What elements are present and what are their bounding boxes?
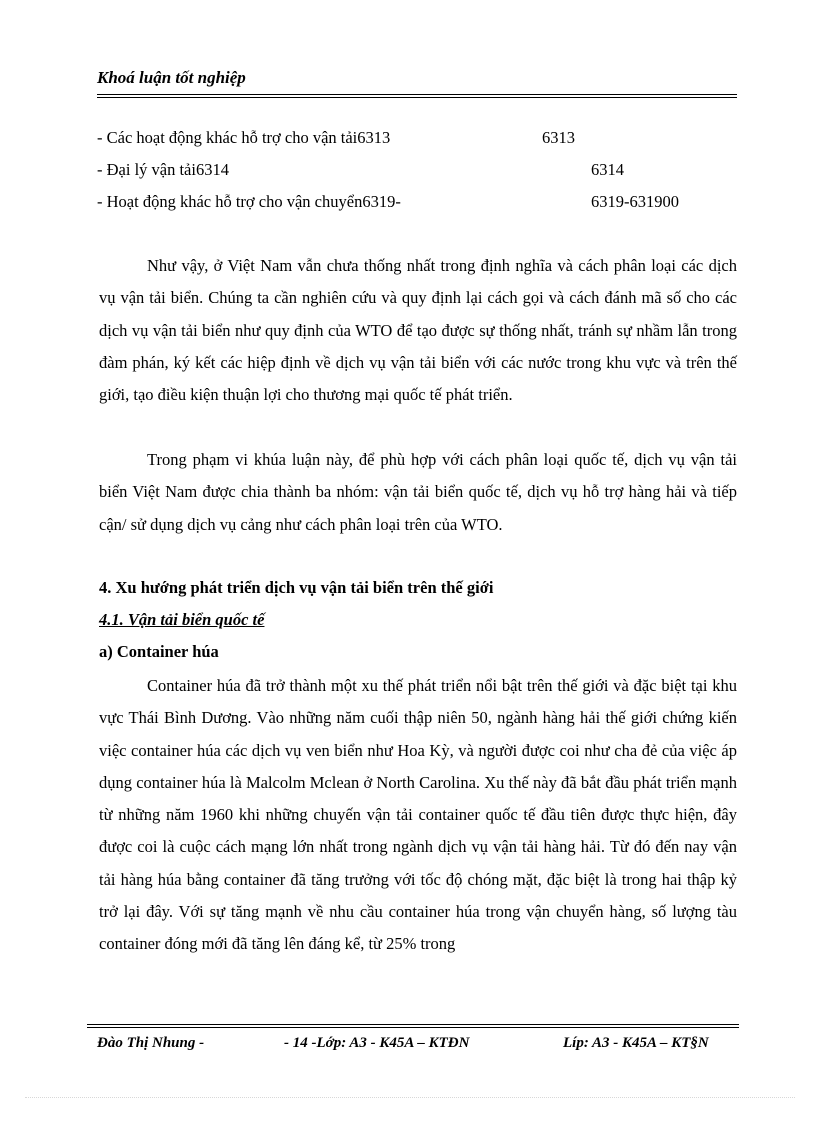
- subsection-heading-4-1: 4.1. Vận tải biển quốc tế: [99, 610, 265, 629]
- page-bottom-dotted-line: [25, 1097, 795, 1098]
- code-row: [97, 128, 737, 152]
- code-row: [97, 192, 737, 216]
- code-row-code: 6313: [542, 128, 575, 147]
- paragraph-scope: Trong phạm vi khúa luận này, để phù hợp với cách phân loại quốc tế, dịch vụ vận tải biển Việt Nam được chia thành ba nhóm: vận tải biển quốc tế, dịch vụ hỗ trợ hàng hải và tiếp cận/ sử dụng dịch vụ cảng như cách phân loại trên của WTO.: [99, 450, 737, 534]
- header-rule-bottom: [97, 97, 737, 98]
- code-row: [97, 160, 737, 184]
- code-row-label: - Đại lý vận tải6314: [97, 160, 229, 179]
- footer-author: Đào Thị Nhung -: [97, 1035, 205, 1051]
- footer-class-right: Líp: A3 - K45A – KT§N: [563, 1035, 709, 1051]
- paragraph-classification-summary: Như vậy, ở Việt Nam vẫn chưa thống nhất trong định nghĩa và cách phân loại các dịch vụ vận tải biển. Chúng ta cần nghiên cứu và quy định lại cách gọi và cách đánh mã số cho các dịch vụ vận tải biển như quy định của WTO để tạo được sự thống nhất, tránh sự nhầm lẫn trong đàm phán, ký kết các hiệp định về dịch vụ vận tải biển với các nước trong khu vực và trên thế giới, tạo điều kiện thuận lợi cho thương mại quốc tế phát triển.: [99, 256, 737, 405]
- item-heading-a: a) Container húa: [99, 642, 219, 661]
- footer-rule-top: [87, 1024, 739, 1025]
- paragraph-containerization: Container húa đã trở thành một xu thế phát triển nổi bật trên thế giới và đặc biệt tại khu vực Thái Bình Dương. Vào những năm cuối thập niên 50, ngành hàng hải thế giới chứng kiến việc container húa các dịch vụ ven biển như Hoa Kỳ, và người được coi như cha đẻ của việc áp dụng container húa là Malcolm Mclean ở North Carolina. Xu thế này đã bắt đầu phát triển mạnh từ những năm 1960 khi những chuyến vận tải container quốc tế đầu tiên được thực hiện, đây được coi là cuộc cách mạng lớn nhất trong ngành dịch vụ vận tải hàng hải. Từ đó đến nay vận tải hàng húa bằng container đã tăng trưởng với tốc độ chóng mặt, đặc biệt là trong hai thập kỷ trở lại đây. Với sự tăng mạnh về nhu cầu container húa trong vận chuyển hàng, số lượng tàu container đóng mới đã tăng lên đáng kể, từ 25% trong: [99, 676, 737, 954]
- code-row-label: - Hoạt động khác hỗ trợ cho vận chuyển6319-: [97, 192, 401, 211]
- footer-page-class: - 14 -Lớp: A3 - K45A – KTĐN: [284, 1035, 470, 1051]
- code-row-label: - Các hoạt động khác hỗ trợ cho vận tải6313: [97, 128, 391, 147]
- code-row-code: 6319-631900: [591, 192, 679, 211]
- footer-rule-bottom: [87, 1027, 739, 1028]
- page-header-title: Khoá luận tốt nghiệp: [97, 68, 246, 87]
- code-row-code: 6314: [591, 160, 624, 179]
- section-heading-4: 4. Xu hướng phát triển dịch vụ vận tải biển trên thế giới: [99, 578, 494, 597]
- header-rule-top: [97, 94, 737, 95]
